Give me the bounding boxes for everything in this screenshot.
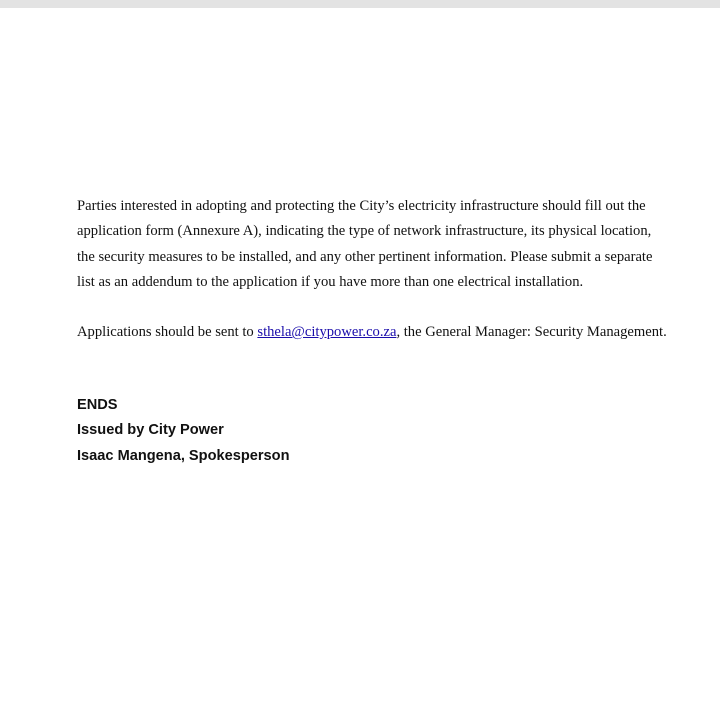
sign-off-block [77,393,290,469]
body-paragraph-application: Parties interested in adopting and protecting the City’s electricity infrastructure should fill out the application form (Annexure A), indicating the type of network infrastructure, its physical location, the security measures to be installed, and any other pertinent information. Please submit a separate list as an addendum to the application if you have more than one electrical installation. [77,198,653,290]
spokesperson-line: Isaac Mangena, Spokesperson [77,447,290,464]
issued-by-line: Issued by City Power [77,422,224,439]
email-link[interactable]: sthela@citypower.co.za [257,324,397,340]
body-paragraph-contact [77,319,667,345]
contact-suffix: , the General Manager: Security Management. [396,324,667,340]
contact-prefix: Applications should be sent to [77,324,258,340]
viewer-top-bar [0,0,720,8]
ends-label: ENDS [77,397,118,413]
document-page [0,8,720,710]
